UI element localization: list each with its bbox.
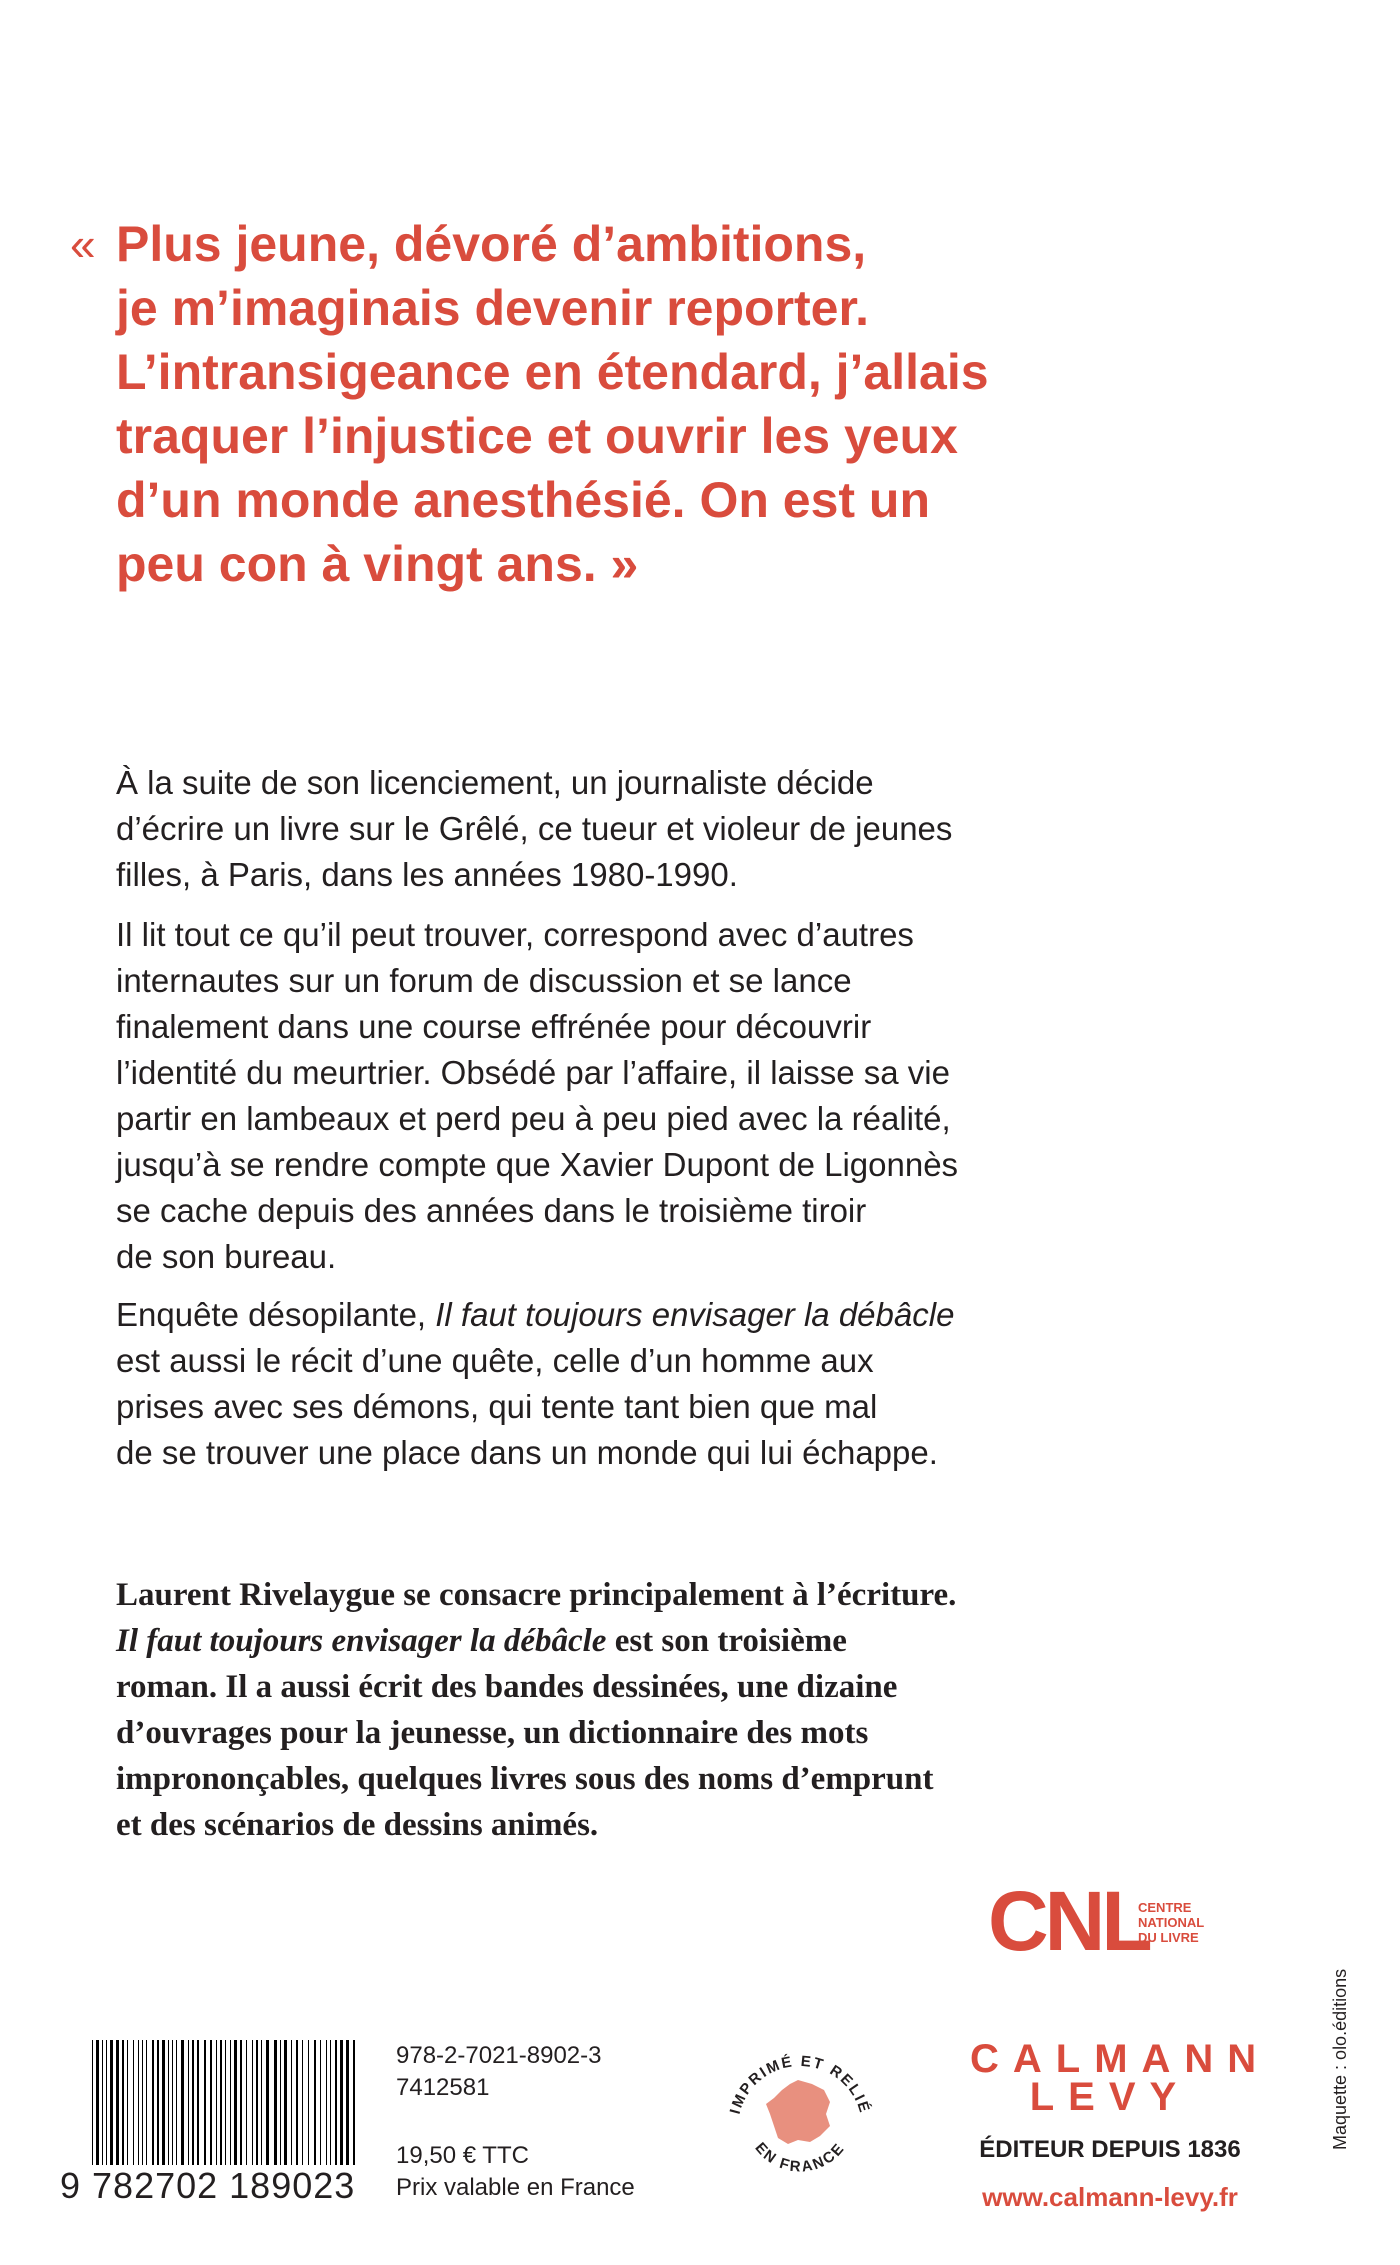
bio-line: imprononçables, quelques livres sous des noms d’emprunt <box>116 1761 934 1797</box>
barcode-bar <box>138 2040 139 2165</box>
isbn-number: 978-2-7021-8902-3 <box>396 2042 602 2069</box>
blurb-paragraph-2 <box>116 912 1076 1280</box>
barcode-bar <box>168 2040 169 2165</box>
blurb-line: prises avec ses démons, qui tente tant bien que mal <box>116 1388 878 1425</box>
barcode-bar <box>225 2040 226 2165</box>
barcode-bar <box>314 2040 316 2165</box>
printed-in-france-seal <box>720 2018 880 2198</box>
barcode-bar <box>152 2040 154 2165</box>
barcode-bar <box>261 2040 262 2165</box>
barcode-bar <box>188 2040 189 2165</box>
quote-line: Plus jeune, dévoré d’ambitions, <box>116 216 867 272</box>
blurb-line: filles, à Paris, dans les années 1980-1990. <box>116 856 738 893</box>
layout-credit: Maquette : olo.éditions <box>1330 1968 1350 2150</box>
quote-line: traquer l’injustice et ouvrir les yeux <box>116 408 958 464</box>
barcode-bar <box>220 2040 222 2165</box>
seal-top-text: IMPRIMÉ ET RELIÉ <box>726 2052 874 2117</box>
barcode-bar <box>330 2040 331 2165</box>
blurb-line: finalement dans une course effrénée pour découvrir <box>116 1008 872 1045</box>
barcode-bar <box>197 2040 199 2165</box>
cnl-subtitle <box>1138 1900 1268 1945</box>
publisher-name-line2: LEVY <box>1029 2075 1191 2119</box>
barcode-bar <box>240 2040 242 2165</box>
bio-line <box>116 1618 1076 1664</box>
barcode-bar <box>146 2040 147 2165</box>
blurb-paragraph-1 <box>116 760 1076 898</box>
barcode-bar <box>335 2040 337 2165</box>
barcode-bar <box>162 2040 165 2165</box>
book-title: Il faut toujours envisager la débâcle <box>435 1296 955 1333</box>
isbn-info <box>396 2040 602 2104</box>
book-title: Il faut toujours envisager la débâcle <box>116 1623 607 1659</box>
barcode-bar <box>266 2040 269 2165</box>
barcode-bar <box>320 2040 321 2165</box>
blurb-line: d’écrire un livre sur le Grêlé, ce tueur et violeur de jeunes <box>116 810 953 847</box>
france-map-icon <box>766 2080 830 2144</box>
barcode-bar <box>172 2040 173 2165</box>
seal-bottom-text: EN FRANCE <box>751 2139 849 2176</box>
barcode-bar <box>274 2040 277 2165</box>
barcode-bar <box>280 2040 281 2165</box>
barcode-bar <box>116 2040 119 2165</box>
barcode-bar <box>127 2040 128 2165</box>
cnl-subtitle-line: NATIONAL <box>1138 1915 1205 1930</box>
blurb-line: de son bureau. <box>116 1238 337 1275</box>
barcode-bar <box>252 2040 253 2165</box>
price-note: Prix valable en France <box>396 2174 635 2201</box>
barcode-bar <box>326 2040 327 2165</box>
publisher-url[interactable]: www.calmann-levy.fr <box>982 2182 1238 2212</box>
barcode-bar <box>142 2040 143 2165</box>
barcode-bar <box>106 2040 107 2165</box>
cnl-letters: CNL <box>988 1874 1149 1968</box>
publisher-name-line1: CALMANN <box>970 2037 1271 2081</box>
barcode-bar <box>296 2040 298 2165</box>
blurb-paragraph-3 <box>116 1292 1076 1476</box>
barcode-bar <box>346 2040 349 2165</box>
blurb-line: l’identité du meurtrier. Obsédé par l’affaire, il laisse sa vie <box>116 1054 950 1091</box>
cnl-logo <box>988 1874 1205 1968</box>
barcode-bar <box>204 2040 206 2165</box>
barcode-bar <box>308 2040 309 2165</box>
publisher-since: ÉDITEUR DEPUIS 1836 <box>979 2136 1241 2163</box>
bio-line: d’ouvrages pour la jeunesse, un dictionnaire des mots <box>116 1715 869 1751</box>
publisher-block <box>970 2037 1271 2213</box>
barcode-bar <box>176 2040 177 2165</box>
blurb-line: de se trouver une place dans un monde qui lui échappe. <box>116 1434 938 1471</box>
barcode-bar <box>216 2040 217 2165</box>
barcode-bar <box>230 2040 231 2165</box>
barcode-bar <box>340 2040 343 2165</box>
barcode-digits: 9 782702 189023 <box>60 2165 356 2206</box>
blurb-line: se cache depuis des années dans le troisième tiroir <box>116 1192 867 1229</box>
bio-line: Laurent Rivelaygue se consacre principalement à l’écriture. <box>116 1577 957 1613</box>
quote-line: L’intransigeance en étendard, j’allais <box>116 344 989 400</box>
barcode-bar <box>302 2040 303 2165</box>
bio-line: et des scénarios de dessins animés. <box>116 1807 599 1843</box>
barcode-bar <box>181 2040 184 2165</box>
barcode-bar <box>284 2040 287 2165</box>
quote-line: d’un monde anesthésié. On est un <box>116 472 931 528</box>
blurb-line <box>116 1292 1076 1338</box>
pull-quote <box>70 212 1070 596</box>
barcode-bar <box>234 2040 237 2165</box>
barcode-bar <box>102 2040 103 2165</box>
price: 19,50 € TTC <box>396 2142 529 2169</box>
barcode-bar <box>291 2040 292 2165</box>
barcode <box>90 2040 360 2165</box>
blurb-line: jusqu’à se rendre compte que Xavier Dupont de Ligonnès <box>116 1146 959 1183</box>
blurb-line: internautes sur un forum de discussion et se lance <box>116 962 852 999</box>
barcode-bar <box>353 2040 355 2165</box>
blurb-lead: Enquête désopilante, <box>116 1296 436 1333</box>
blurb-line: est aussi le récit d’une quête, celle d’un homme aux <box>116 1342 874 1379</box>
barcode-bar <box>122 2040 124 2165</box>
barcode-bar <box>92 2040 93 2165</box>
bio-text: est son troisième <box>606 1623 847 1659</box>
barcode-bar <box>133 2040 134 2165</box>
barcode-bar <box>192 2040 194 2165</box>
cnl-subtitle-line: DU LIVRE <box>1138 1930 1199 1945</box>
bio-line: roman. Il a aussi écrit des bandes dessinées, une dizaine <box>116 1669 898 1705</box>
barcode-bar <box>96 2040 99 2165</box>
barcode-bar <box>256 2040 258 2165</box>
blurb-line: À la suite de son licenciement, un journaliste décide <box>116 764 874 801</box>
quote-line: je m’imaginais devenir reporter. <box>116 280 870 336</box>
quote-line: peu con à vingt ans. » <box>116 536 639 592</box>
blurb-line: Il lit tout ce qu’il peut trouver, correspond avec d’autres <box>116 916 914 953</box>
author-bio <box>116 1572 1076 1848</box>
cnl-subtitle-line: CENTRE <box>1138 1900 1192 1915</box>
blurb-line: partir en lambeaux et perd peu à peu pied avec la réalité, <box>116 1100 951 1137</box>
barcode-bar <box>157 2040 159 2165</box>
product-code: 7412581 <box>396 2074 490 2101</box>
barcode-bar <box>110 2040 113 2165</box>
barcode-bar <box>210 2040 212 2165</box>
barcode-bar <box>246 2040 247 2165</box>
price-info <box>396 2140 635 2204</box>
quote-open-mark: « <box>70 218 96 270</box>
